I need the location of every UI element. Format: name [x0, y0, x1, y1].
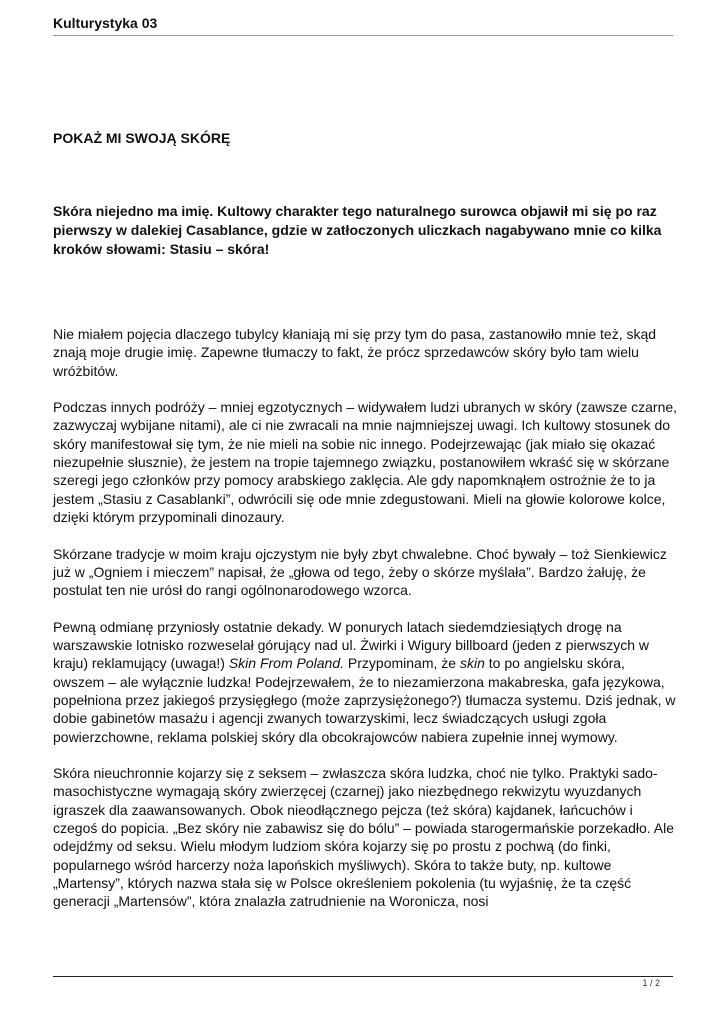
footer-divider	[53, 976, 673, 977]
paragraph-4-emphasis-2: skin	[459, 655, 485, 672]
paragraph-3: Skórzane tradycje w moim kraju ojczystym nie były zbyt chwalebne. Choć bywały – toż Sienkiewicz już w „Ogniem i mieczem” napisał, że „głowa od tego, żeby o skórze myślała”. Bardzo żałuję, że postulat ten nie urósł do rangi ogólnonarodowego wzorca.	[53, 545, 667, 599]
page-number: 1 / 2	[642, 978, 660, 988]
article-title: POKAŻ MI SWOJĄ SKÓRĘ	[53, 130, 231, 146]
paragraph-5: Skóra nieuchronnie kojarzy się z seksem – zwłaszcza skóra ludzka, choć nie tylko. Praktyki sado-masochistyczne wymagają skóry zwierzęcej (czarnej) jako niezbędnego rekwizytu wyuzdanych igraszek dla zaawansowanych. Obok nieodłącznego pejcza (też skóra) kajdanek, łańcuchów i czegoś do popicia. „Bez skóry nie zabawisz się do bólu” – powiada starogermańskie porzekadło. Ale odejdźmy od seksu. Wielu młodym ludziom skóra kojarzy się po prostu z pochwą (do finki, popularnego wśród harcerzy noża lapońskich myśliwych). Skóra to także buty, np. kultowe „Martensy”, których nazwa stała się w Polsce określeniem pokolenia (tu wyjaśnię, że ta część generacji „Martensów”, która znalazła zatrudnienie na Woronicza, nosi	[53, 765, 675, 910]
paragraph-4-part-b: Przypominam, że	[344, 655, 460, 672]
article-lead: Skóra niejedno ma imię. Kultowy charakter tego naturalnego surowca objawił mi się po raz pierwszy w dalekiej Casablance, gdzie w zatłoczonych uliczkach nagabywano mnie co kilka kroków słowami: Stasiu – skóra!	[53, 203, 662, 257]
paragraph-4-part-a: Pewną odmianę przyniosły ostatnie dekady. W ponurych latach siedemdziesiątych drogę na warszawskie lotnisko rozweselał górujący nad ul. Żwirki i Wigury billboard (jeden z pierwszych w kraju) reklamujący (uwaga!)	[53, 618, 649, 672]
header-divider	[53, 35, 673, 36]
paragraph-4-part-c: to po angielsku skóra, owszem – ale wyłącznie ludzka! Podejrzewałem, że to niezamierzona makabreska, gafa językowa, popełniona przez jakiegoś przysięgłego (może zaprzysiężonego?) tłumacza systemu. Dziś jednak, w dobie gabinetów masażu i agencji zwanych towarzyskimi, lecz świadczących usługi zgoła powierzchowne, reklama polskiej skóry dla obcokrajowców nabiera zupełnie innej wymowy.	[53, 655, 676, 745]
paragraph-4-emphasis-1: Skin From Poland.	[228, 655, 345, 672]
paragraph-4	[53, 618, 678, 746]
running-header: Kulturystyka 03	[53, 15, 158, 31]
paragraph-1: Nie miałem pojęcia dlaczego tubylcy kłaniają mi się przy tym do pasa, zastanowiło mnie też, skąd znają moje drugie imię. Zapewne tłumaczy to fakt, że prócz sprzedawców skóry było tam wielu wróżbitów.	[53, 326, 657, 379]
article-body	[53, 325, 678, 929]
paragraph-2: Podczas innych podróży – mniej egzotycznych – widywałem ludzi ubranych w skóry (zawsze czarne, zazwyczaj wybijane nitami), ale ci nie zwracali na mnie najmniejszej uwagi. Ich kultowy stosunek do skóry manifestował się tym, że nie mieli na sobie nic innego. Podejrzewając (jak miało się okazać niezupełnie słusznie), że jestem na tropie tajemnego związku, postanowiłem wkraść się w skórzane szeregi jego członków przy pomocy arabskiego zaklęcia. Ale gdy napomknąłem ostrożnie że to ja jestem „Stasiu z Casablanki”, odwrócili się ode mnie zdegustowani. Mieli na głowie kolorowe kolce, dzięki którym przypominali dinozaury.	[53, 399, 678, 525]
